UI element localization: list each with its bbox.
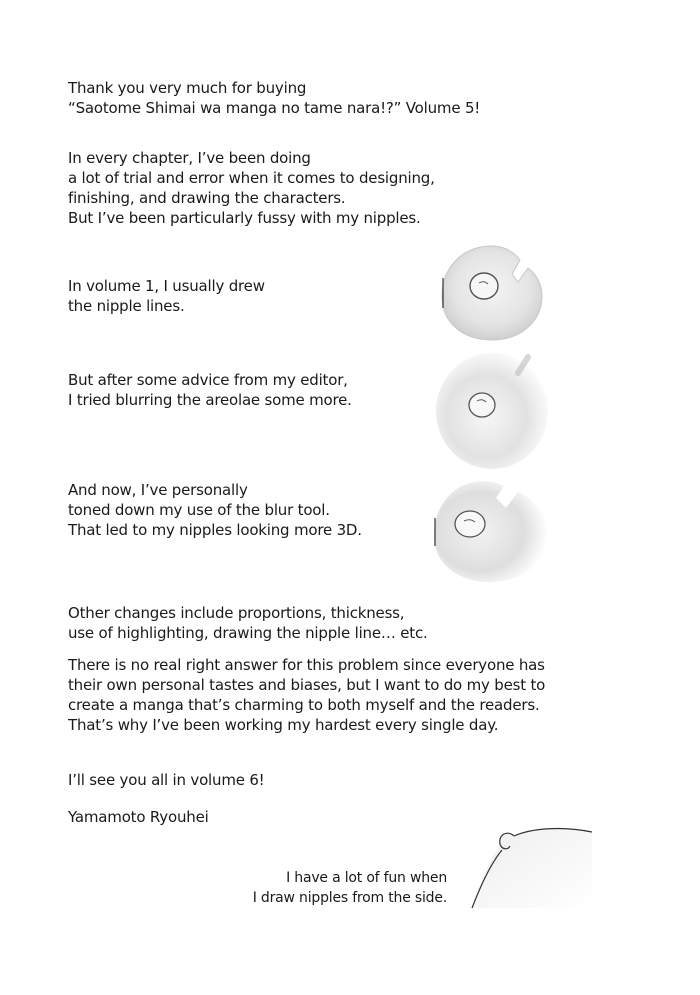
illustration-blur-style [420, 345, 550, 470]
illustration-line-style [432, 238, 552, 348]
see-you-paragraph: I’ll see you all in volume 6! [68, 771, 265, 789]
illustration-side-view [462, 822, 592, 912]
side-note: I have a lot of fun when I draw nipples from the side. [252, 870, 447, 906]
current-style-paragraph: And now, I’ve personally toned down my use of the blur tool. That led to my nipples looking more 3D. [68, 481, 362, 539]
thanks-paragraph: Thank you very much for buying “Saotome Shimai wa manga no tame nara!?” Volume 5! [68, 79, 481, 117]
editor-advice-paragraph: But after some advice from my editor, I tried blurring the areolae some more. [68, 371, 352, 409]
other-changes-paragraph: Other changes include proportions, thickness, use of highlighting, drawing the nipple line… etc. [68, 604, 428, 642]
illustration-3d-style [426, 478, 556, 588]
volume-1-paragraph: In volume 1, I usually drew the nipple lines. [68, 277, 265, 315]
trial-and-error-paragraph: In every chapter, I’ve been doing a lot of trial and error when it comes to designing, finishing, and drawing the characters. But I’ve been particularly fussy with my nipples. [68, 149, 435, 227]
no-right-answer-paragraph: There is no real right answer for this problem since everyone has their own personal tastes and biases, but I want to do my best to create a manga that’s charming to both myself and the readers. That’s why I’ve been working my hardest every single day. [68, 656, 546, 734]
author-signature: Yamamoto Ryouhei [68, 808, 209, 826]
